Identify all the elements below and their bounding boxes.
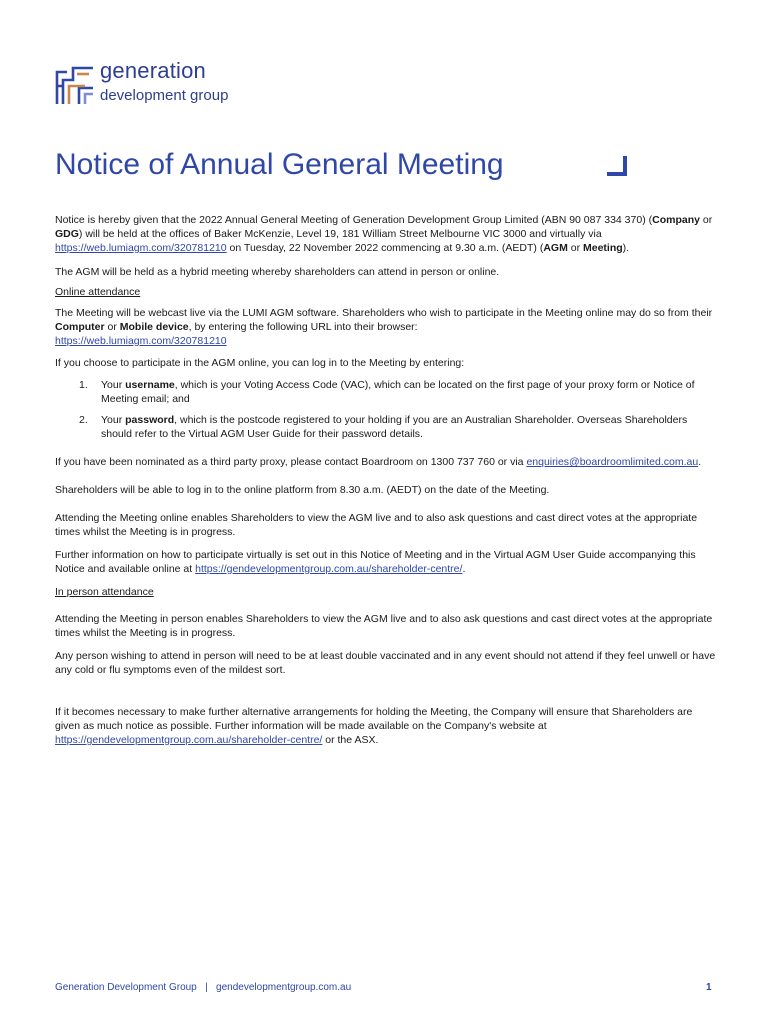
login-paragraph: If you choose to participate in the AGM online, you can log in to the Meeting by entering: [55, 357, 465, 369]
alternative-arrangements-paragraph: If it becomes necessary to make further alternative arrangements for holding the Meeting, the Company will ensure that Shareholders are given as much notice as possible. Further information will be made available on the Company's website at https://gendevelopmentgroup.com.au/shareholder-centre/ or the ASX. [55, 706, 693, 746]
proxy-paragraph: If you have been nominated as a third party proxy, please contact Boardroom on 1300 737 760 or via enquiries@boardroomlimited.com.au. [55, 456, 702, 468]
footer [55, 982, 351, 993]
lumi-link[interactable]: https://web.lumiagm.com/320781210 [55, 242, 227, 254]
company-logo [55, 58, 255, 108]
lumi-link-2[interactable]: https://web.lumiagm.com/320781210 [55, 335, 227, 347]
footer-company: Generation Development Group [55, 982, 197, 993]
page-title: Notice of Annual General Meeting [55, 148, 504, 181]
in-person-attendance-heading: In person attendance [55, 586, 154, 598]
webcast-paragraph: The Meeting will be webcast live via the LUMI AGM software. Shareholders who wish to participate in the Meeting online may do so from their Computer or Mobile device, by entering the following URL into their browser: https://web.lumiagm.com/320781210 [55, 307, 713, 347]
online-attendance-heading: Online attendance [55, 286, 141, 298]
notice-body [55, 213, 717, 747]
login-steps-list [55, 378, 717, 441]
logo-text-generation: generation [100, 58, 206, 83]
shareholder-centre-link-2[interactable]: https://gendevelopmentgroup.com.au/shareholder-centre/ [55, 734, 323, 746]
intro-paragraph: Notice is hereby given that the 2022 Annual General Meeting of Generation Development Group Limited (ABN 90 087 334 370) (Company or GDG) will be held at the offices of Baker McKenzie, Level 19, 181 William Street Melbourne VIC 3000 and virtually via https://web.lumiagm.com/320781210 on Tuesday, 22 November 2022 commencing at 9.30 a.m. (AEDT) (AGM or Meeting). [55, 214, 713, 254]
vaccination-paragraph: Any person wishing to attend in person will need to be at least double vaccinated and in any event should not attend if they feel unwell or have any cold or flu symptoms even of the mildest sort. [55, 650, 716, 676]
company-term: Company [652, 214, 700, 226]
gdg-term: GDG [55, 228, 79, 240]
mobile-term: Mobile device [119, 321, 189, 333]
online-benefits-paragraph: Attending the Meeting online enables Shareholders to view the AGM live and to also ask questions and cast direct votes at the appropriate times whilst the Meeting is in progress. [55, 512, 698, 538]
list-item-username: 1. Your username, which is your Voting Access Code (VAC), which can be located on the first page of your proxy form or Notice of Meeting email; and [79, 379, 695, 405]
meeting-term: Meeting [582, 242, 623, 254]
footer-separator: | [205, 982, 208, 993]
logo-mark-icon [55, 64, 95, 106]
corner-bracket-icon [605, 156, 629, 178]
in-person-benefits-paragraph: Attending the Meeting in person enables Shareholders to view the AGM live and to also ask questions and cast direct votes at the appropriate times whilst the Meeting is in progress. [55, 613, 713, 639]
footer-website[interactable]: gendevelopmentgroup.com.au [216, 982, 352, 993]
computer-term: Computer [55, 321, 105, 333]
boardroom-email-link[interactable]: enquiries@boardroomlimited.com.au [526, 456, 699, 468]
agm-term: AGM [543, 242, 568, 254]
shareholder-centre-link[interactable]: https://gendevelopmentgroup.com.au/shareholder-centre/ [195, 563, 463, 575]
logo-text-development-group: development group [100, 87, 229, 104]
list-item-password: 2. Your password, which is the postcode registered to your holding if you are an Australian Shareholder. Overseas Shareholders should refer to the Virtual AGM User Guide for their password details. [79, 414, 688, 440]
further-info-paragraph: Further information on how to participate virtually is set out in this Notice of Meeting and in the Virtual AGM User Guide accompanying this Notice and available online at https://gendevelopmentgroup.com.au/shareholder-centre/. [55, 549, 696, 575]
hybrid-paragraph: The AGM will be held as a hybrid meeting whereby shareholders can attend in person or online. [55, 266, 500, 278]
page-number: 1 [706, 982, 712, 993]
login-time-paragraph: Shareholders will be able to log in to the online platform from 8.30 a.m. (AEDT) on the date of the Meeting. [55, 484, 550, 496]
